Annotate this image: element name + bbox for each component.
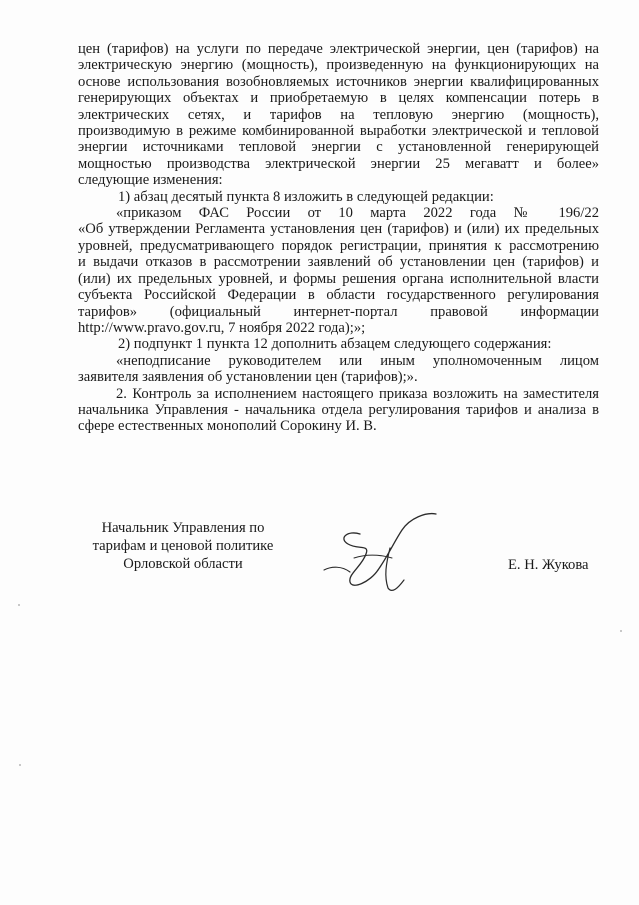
text-line: 2. Контроль за исполнением настоящего приказа возложить на заместителя <box>116 385 599 402</box>
text-line: электрических сетях, и тарифов на тепловую энергию (мощность), <box>78 106 599 123</box>
signatory-title-line: Начальник Управления по <box>101 520 265 536</box>
text-line: тарифов» (официальный интернет-портал правовой информации <box>78 303 599 320</box>
text-line: основе использования возобновляемых источников энергии квалифицированных <box>78 73 599 90</box>
text-line: энергии источниками тепловой энергии с установленной генерирующей <box>78 139 599 156</box>
handwritten-signature <box>318 508 448 598</box>
text-line: 2) подпункт 1 пункта 12 дополнить абзацем следующего содержания: <box>118 336 552 353</box>
signatory-name: Е. Н. Жукова <box>508 557 589 573</box>
text-line: начальника Управления - начальника отдела регулирования тарифов и анализа в <box>78 401 599 418</box>
text-line: производимую в режиме комбинированной выработки электрической и тепловой <box>78 123 599 140</box>
scan-speck <box>18 604 20 606</box>
document-body <box>78 41 599 435</box>
text-line: 1) абзац десятый пункта 8 изложить в следующей редакции: <box>118 188 494 205</box>
text-line: и выдачи отказов в рассмотрении заявлений об установлении цен (тарифов) и <box>78 254 599 271</box>
text-line: субъекта Российской Федерации в области государственного регулирования <box>78 287 599 304</box>
text-line: (или) их предельных уровней, и формы решения органа исполнительной власти <box>78 270 599 287</box>
signatory-title-line: тарифам и ценовой политике <box>92 538 274 554</box>
scan-speck <box>620 630 622 632</box>
text-line: «неподписание руководителем или иным уполномоченным лицом <box>116 352 599 369</box>
text-line: следующие изменения: <box>78 172 223 189</box>
scan-speck <box>19 764 21 766</box>
text-line: сфере естественных монополий Сорокину И. В. <box>78 418 377 435</box>
signatory-title <box>78 519 288 573</box>
text-line: http://www.pravo.gov.ru, 7 ноября 2022 года);»; <box>78 319 366 336</box>
text-line: электрическую энергию (мощность), произведенную на функционирующих на <box>78 57 599 74</box>
text-line: мощностью производства электрической энергии 25 мегаватт и более» <box>78 155 599 172</box>
text-line: цен (тарифов) на услуги по передаче электрической энергии, цен (тарифов) на <box>78 41 599 57</box>
text-line: генерирующих объектах и приобретаемую в целях компенсации потерь в <box>78 90 599 107</box>
text-line: «Об утверждении Регламента установления цен (тарифов) и (или) их предельных <box>78 221 599 238</box>
text-line: уровней, предусматривающего порядок регистрации, принятия к рассмотрению <box>78 237 599 254</box>
text-line: заявителя заявления об установлении цен (тарифов);». <box>78 369 418 386</box>
signatory-title-line: Орловской области <box>123 556 243 572</box>
text-line: «приказом ФАС России от 10 марта 2022 года № 196/22 <box>116 205 599 222</box>
